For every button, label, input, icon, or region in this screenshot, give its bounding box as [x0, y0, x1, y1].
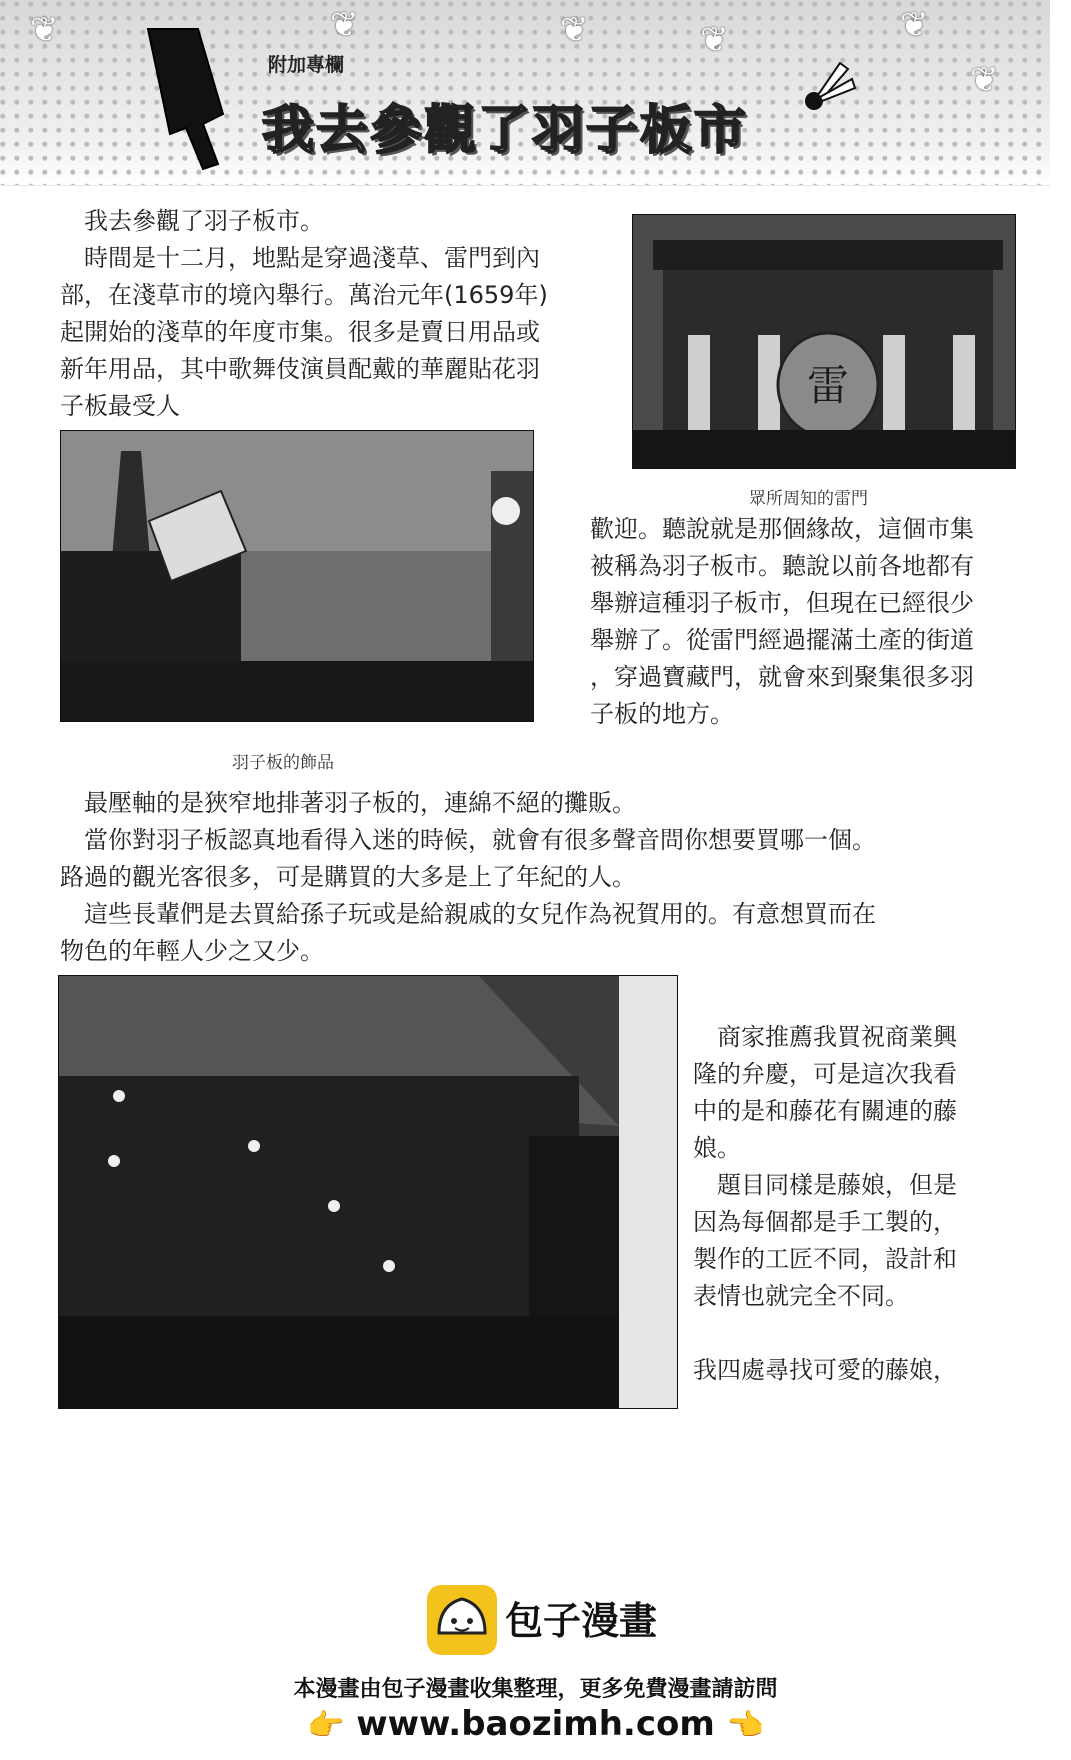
text-line: 舉辦了。從雷門經過擺滿土產的街道 — [590, 626, 974, 654]
intro-paragraph — [60, 203, 620, 425]
footer-notice: 本漫畫由包子漫畫收集整理，更多免費漫畫請訪問 — [293, 1677, 778, 1702]
text-line: 子板最受人 — [60, 392, 180, 420]
photo-decorations — [60, 430, 534, 722]
text-line: 新年用品，其中歌舞伎演員配戴的華麗貼花羽 — [60, 355, 540, 383]
leaf-icon: ❦ — [970, 60, 999, 100]
bottom-right-paragraph — [693, 1019, 1043, 1389]
text-line: 時間是十二月，地點是穿過淺草、雷門到內 — [84, 244, 540, 272]
text-line: 表情也就完全不同。 — [693, 1282, 909, 1310]
baozi-logo-icon[interactable] — [427, 1585, 497, 1655]
text-line: 當你對羽子板認真地看得入迷的時候，就會有很多聲音問你想要買哪一個。 — [84, 826, 876, 854]
leaf-icon: ❦ — [30, 10, 59, 50]
leaf-icon: ❦ — [330, 5, 359, 45]
text-line: 我去參觀了羽子板市。 — [84, 207, 324, 235]
text-line: 隆的弁慶，可是這次我看 — [693, 1060, 957, 1088]
stalls-illustration — [59, 976, 677, 1408]
middle-paragraph — [60, 785, 1020, 970]
footer-url-row — [0, 1704, 1071, 1744]
leaf-icon: ❦ — [900, 5, 929, 45]
text-line: 中的是和藤花有關連的藤 — [693, 1097, 957, 1125]
caption-kaminarimon: 眾所周知的雷門 — [749, 489, 868, 509]
text-line: 這些長輩們是去買給孫子玩或是給親戚的女兒作為祝賀用的。有意想買而在 — [84, 900, 876, 928]
pointing-right-hand-icon: 👉 — [307, 1708, 345, 1743]
text-line: 路過的觀光客很多，可是購買的大多是上了年紀的人。 — [60, 863, 636, 891]
pointing-left-hand-icon: 👈 — [726, 1708, 764, 1743]
blank-line — [693, 1315, 1043, 1352]
lantern-text: 雷 — [806, 361, 850, 410]
hagoita-paddle-icon — [128, 24, 238, 174]
text-line: 被稱為羽子板市。聽說以前各地都有 — [590, 552, 974, 580]
caption-decorations: 羽子板的飾品 — [232, 753, 334, 773]
text-line: 因為每個都是手工製的， — [693, 1208, 957, 1236]
text-line: ，穿過寶藏門，就會來到聚集很多羽 — [590, 663, 974, 691]
text-line: 起開始的淺草的年度市集。很多是賣日用品或 — [60, 318, 540, 346]
text-line: 題目同樣是藤娘，但是 — [717, 1171, 957, 1199]
photo-kaminarimon — [632, 214, 1016, 469]
kaminarimon-illustration — [633, 215, 1015, 468]
right-column-paragraph — [590, 511, 1030, 733]
brand-name[interactable]: 包子漫畫 — [505, 1599, 658, 1643]
text-line: 子板的地方。 — [590, 700, 734, 728]
page-title: 我去參觀了羽子板市 — [262, 101, 749, 161]
text-line: 部，在淺草市的境內舉行。萬治元年(1659年) — [60, 281, 548, 309]
footer-url-link[interactable]: www.baozimh.com — [356, 1704, 715, 1744]
text-line: 最壓軸的是狹窄地排著羽子板的，連綿不絕的攤販。 — [84, 789, 636, 817]
leaf-icon: ❦ — [700, 20, 729, 60]
text-line: 歡迎。聽說就是那個緣故，這個市集 — [590, 515, 974, 543]
decorations-illustration — [61, 431, 533, 721]
leaf-icon: ❦ — [560, 10, 589, 50]
header-banner — [0, 0, 1050, 186]
text-line: 物色的年輕人少之又少。 — [60, 937, 324, 965]
text-line: 我四處尋找可愛的藤娘， — [693, 1356, 957, 1384]
text-line: 製作的工匠不同，設計和 — [693, 1245, 957, 1273]
text-line: 舉辦這種羽子板市，但現在已經很少 — [590, 589, 974, 617]
text-line: 商家推薦我買祝商業興 — [717, 1023, 957, 1051]
column-label: 附加專欄 — [268, 54, 345, 76]
photo-stalls — [58, 975, 678, 1409]
text-line: 娘。 — [693, 1134, 741, 1162]
shuttlecock-icon — [800, 55, 860, 115]
